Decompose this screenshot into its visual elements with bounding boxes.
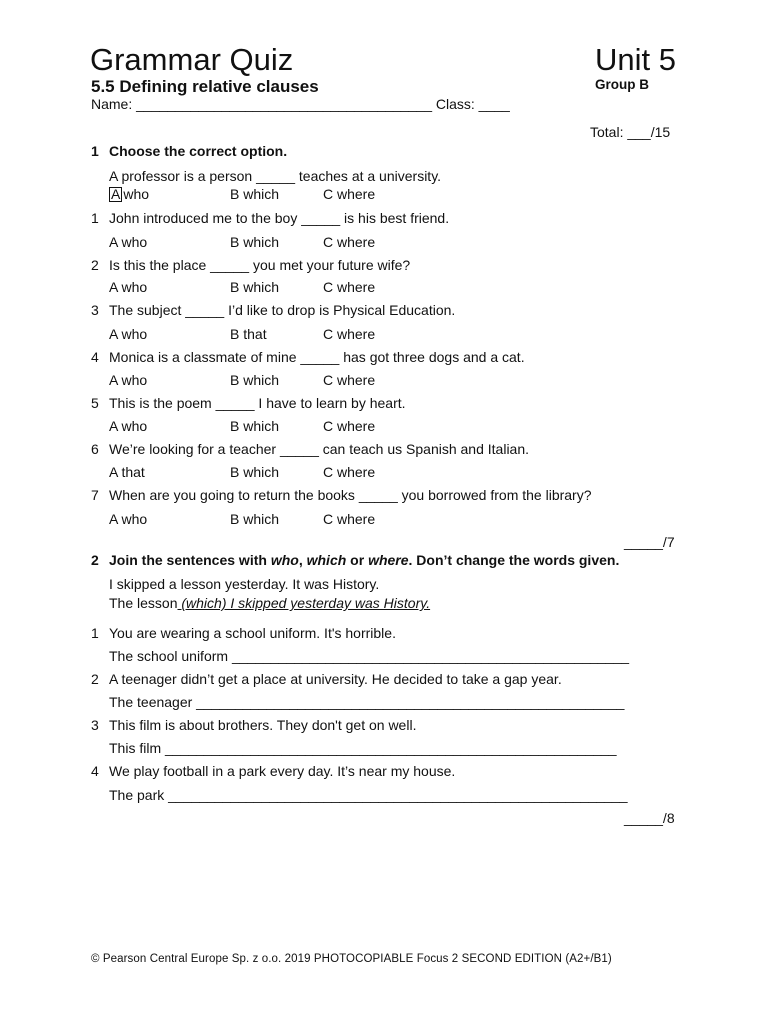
ex1-item-number: 1	[91, 210, 99, 226]
instruction-comma: ,	[298, 552, 307, 568]
ex1-item-option-a: A who	[109, 372, 148, 388]
exercise-1-score: _____/7	[624, 534, 675, 550]
ex1-item-option-b: B which	[230, 372, 280, 388]
exercise-1-instruction: Choose the correct option.	[109, 143, 288, 159]
ex1-item-question: When are you going to return the books _____ you borrowed from the library?	[109, 487, 592, 503]
ex1-item-number: 4	[91, 349, 99, 365]
ex1-item-option-c: C where	[323, 511, 376, 527]
instruction-or: or	[346, 552, 369, 568]
exercise-2-example-sentence: I skipped a lesson yesterday. It was History.	[109, 576, 380, 592]
total-score: Total: ___/15	[590, 124, 671, 140]
word-where: where	[368, 552, 409, 568]
ex2-item-answer-line[interactable]: The teenager _______________________________________________________	[109, 694, 625, 710]
ex1-item-number: 3	[91, 302, 99, 318]
exercise-2-instruction	[109, 552, 619, 568]
ex2-item-sentence: You are wearing a school uniform. It's horrible.	[109, 625, 396, 641]
ex1-item-option-a: A who	[109, 279, 148, 295]
ex2-item-answer-line[interactable]: The park ___________________________________________________________	[109, 787, 628, 803]
instruction-part-1: Join the sentences with	[109, 552, 271, 568]
ex1-item-number: 7	[91, 487, 99, 503]
ex2-item-number: 2	[91, 671, 99, 687]
ex2-item-sentence: We play football in a park every day. It’s near my house.	[109, 763, 456, 779]
example-answer-text: (which) I skipped yesterday was History.	[177, 595, 431, 611]
ex1-item-question: John introduced me to the boy _____ is his best friend.	[109, 210, 450, 226]
name-class-line: Name: ______________________________________ Class: ____	[91, 96, 510, 112]
ex1-item-option-b: B which	[230, 511, 280, 527]
unit-label: Unit 5	[595, 42, 676, 77]
ex1-item-option-c: C where	[323, 234, 376, 250]
ex2-item-answer-line[interactable]: This film __________________________________________________________	[109, 740, 617, 756]
ex1-item-question: This is the poem _____ I have to learn by heart.	[109, 395, 406, 411]
ex1-item-option-a: A who	[109, 234, 148, 250]
ex1-item-option-b: B which	[230, 464, 280, 480]
ex1-item-option-a: A who	[109, 326, 148, 342]
ex1-item-option-b: B which	[230, 279, 280, 295]
example-answer-prefix: The lesson	[109, 595, 178, 611]
exercise-1-example-option-a	[109, 186, 149, 202]
example-option-a-text: who	[123, 186, 150, 202]
ex2-item-number: 1	[91, 625, 99, 641]
ex1-item-option-c: C where	[323, 464, 376, 480]
instruction-part-2: . Don’t change the words given.	[408, 552, 620, 568]
exercise-2-number: 2	[91, 552, 99, 568]
word-who: who	[270, 552, 299, 568]
ex1-item-option-c: C where	[323, 326, 376, 342]
exercise-2-example-answer	[109, 595, 430, 611]
ex1-item-number: 2	[91, 257, 99, 273]
exercise-1-number: 1	[91, 143, 99, 159]
ex2-item-number: 3	[91, 717, 99, 733]
group-label: Group B	[595, 77, 649, 92]
ex1-item-number: 6	[91, 441, 99, 457]
ex1-item-option-c: C where	[323, 372, 376, 388]
ex1-item-option-b: B which	[230, 418, 280, 434]
ex2-item-number: 4	[91, 763, 99, 779]
exercise-1-example-option-b: B which	[230, 186, 280, 202]
ex1-item-option-c: C where	[323, 279, 376, 295]
exercise-1-example-option-c: C where	[323, 186, 376, 202]
ex1-item-question: Is this the place _____ you met your future wife?	[109, 257, 411, 273]
ex1-item-question: Monica is a classmate of mine _____ has got three dogs and a cat.	[109, 349, 525, 365]
ex1-item-option-b: B that	[230, 326, 267, 342]
ex1-item-option-a: A that	[109, 464, 145, 480]
ex1-item-option-b: B which	[230, 234, 280, 250]
ex1-item-option-c: C where	[323, 418, 376, 434]
copyright-footer: © Pearson Central Europe Sp. z o.o. 2019 PHOTOCOPIABLE Focus 2 SECOND EDITION (A2+/B1)	[91, 953, 612, 965]
ex2-item-sentence: A teenager didn’t get a place at university. He decided to take a gap year.	[109, 671, 562, 687]
ex1-item-question: The subject _____ I’d like to drop is Physical Education.	[109, 302, 456, 318]
ex1-item-question: We’re looking for a teacher _____ can teach us Spanish and Italian.	[109, 441, 530, 457]
ex1-item-number: 5	[91, 395, 99, 411]
section-subtitle: 5.5 Defining relative clauses	[91, 77, 319, 96]
exercise-1-example-question: A professor is a person _____ teaches at a university.	[109, 168, 442, 184]
example-answer-box: A	[111, 186, 121, 202]
exercise-2-score: _____/8	[624, 810, 675, 826]
word-which: which	[306, 552, 347, 568]
ex1-item-option-a: A who	[109, 511, 148, 527]
page-title: Grammar Quiz	[90, 42, 294, 77]
ex2-item-sentence: This film is about brothers. They don't get on well.	[109, 717, 417, 733]
ex2-item-answer-line[interactable]: The school uniform ___________________________________________________	[109, 648, 630, 664]
ex1-item-option-a: A who	[109, 418, 148, 434]
